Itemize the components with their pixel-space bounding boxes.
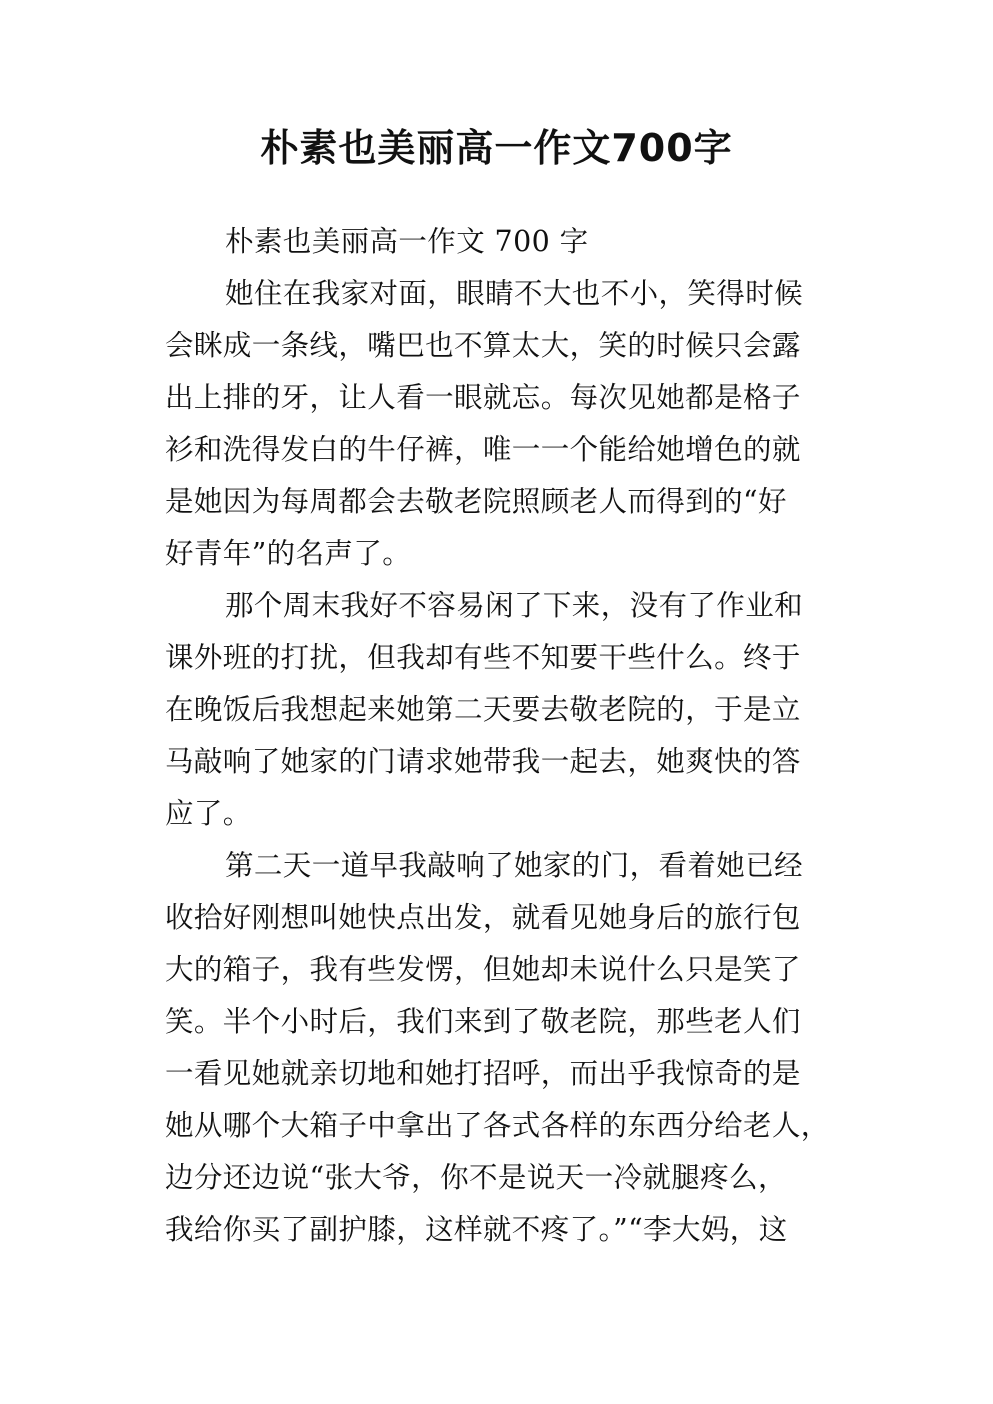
body-line: 应了。 xyxy=(165,797,252,830)
body-line: 是她因为每周都会去敬老院照顾老人而得到的“好 xyxy=(165,485,787,518)
body-line: 大的箱子，我有些发愣，但她却未说什么只是笑了 xyxy=(165,953,801,986)
body-line: 出上排的牙，让人看一眼就忘。每次见她都是格子 xyxy=(165,381,801,414)
document-body xyxy=(165,216,829,1256)
body-line: 第二天一道早我敲响了她家的门，看着她已经 xyxy=(225,849,804,882)
body-line: 在晚饭后我想起来她第二天要去敬老院的，于是立 xyxy=(165,693,801,726)
body-line: 边分还边说“张大爷，你不是说天一冷就腿疼么， xyxy=(165,1161,787,1194)
body-line: 一看见她就亲切地和她打招呼，而出乎我惊奇的是 xyxy=(165,1057,801,1090)
body-line: 笑。半个小时后，我们来到了敬老院，那些老人们 xyxy=(165,1005,801,1038)
body-line: 课外班的打扰，但我却有些不知要干些什么。终于 xyxy=(165,641,801,674)
body-line: 马敲响了她家的门请求她带我一起去，她爽快的答 xyxy=(165,745,801,778)
document-title: 朴素也美丽高一作文700字 xyxy=(260,126,733,170)
body-line: 会眯成一条线，嘴巴也不算太大，笑的时候只会露 xyxy=(165,329,801,362)
body-line: 她从哪个大箱子中拿出了各式各样的东西分给老人， xyxy=(165,1109,830,1142)
body-line: 我给你买了副护膝，这样就不疼了。”“李大妈，这 xyxy=(165,1213,788,1246)
body-line: 她住在我家对面，眼睛不大也不小，笑得时候 xyxy=(225,277,804,310)
body-line: 衫和洗得发白的牛仔裤，唯一一个能给她增色的就 xyxy=(165,433,801,466)
body-line: 那个周末我好不容易闲了下来，没有了作业和 xyxy=(225,589,804,622)
body-line: 好青年”的名声了。 xyxy=(165,537,412,570)
body-line: 朴素也美丽高一作文 700 字 xyxy=(225,225,589,258)
body-line: 收拾好刚想叫她快点出发，就看见她身后的旅行包 xyxy=(165,901,801,934)
